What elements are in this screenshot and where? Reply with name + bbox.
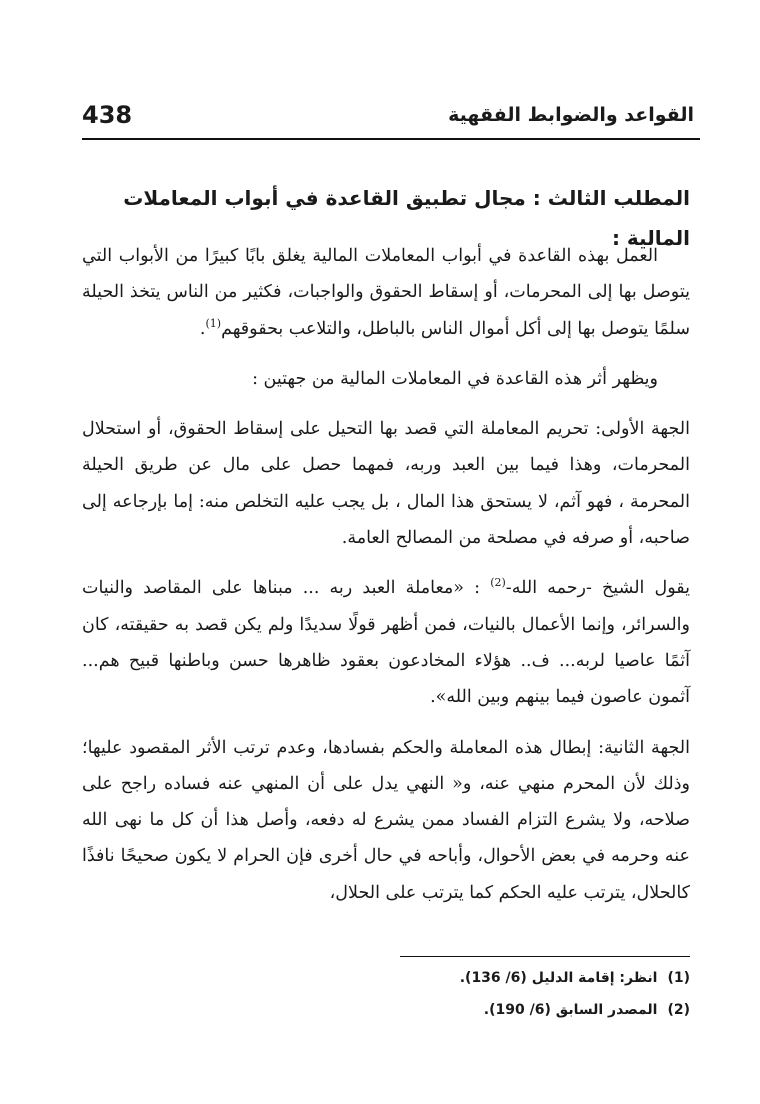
body-text (82, 238, 690, 925)
footnote-number: (2) (667, 1002, 690, 1018)
running-header (82, 98, 700, 132)
page-number: 438 (82, 101, 133, 129)
footnote-text: المصدر السابق (6/ 190). (483, 1002, 658, 1018)
paragraph-4 (82, 570, 690, 715)
page-body (82, 0, 700, 1104)
footnote-1 (82, 962, 690, 994)
section-heading: المطلب الثالث : مجال تطبيق القاعدة في أبواب المعاملات المالية : (123, 186, 690, 250)
paragraph-5: الجهة الثانية: إبطال هذه المعاملة والحكم بفسادها، وعدم ترتب الأثر المقصود عليها؛ وذلك لأن المحرم منهي عنه، و« النهي يدل على أن المنهي عنه فساده راجح على صلاحه، ولا يشرع التزام الفساد ممن يشرع له دفعه، وأصل هذا أن كل ما نهى الله عنه وحرمه في بعض الأحوال، وأباحه في حال أخرى فإن الحرام لا يكون صحيحًا نافذًا كالحلال، يترتب عليه الحكم كما يترتب على الحلال، (82, 737, 690, 903)
paragraph-1-end: . (199, 318, 206, 339)
paragraph-4-start: يقول الشيخ -رحمه الله- (505, 578, 690, 599)
paragraph-1-text: العمل بهذه القاعدة في أبواب المعاملات المالية يغلق بابًا كبيرًا من الأبواب التي يتوصل بها إلى المحرمات، أو إسقاط الحقوق والواجبات، فكثير من الناس يتخذ الحيلة سلمًا يتوصل بها إلى أكل أموال الناس بالباطل، والتلاعب بحقوقهم (82, 246, 690, 339)
book-title: القواعد والضوابط الفقهية (448, 104, 694, 126)
header-divider (82, 138, 700, 140)
footnote-2 (82, 994, 690, 1026)
footnote-divider (400, 956, 690, 957)
paragraph-2: ويظهر أثر هذه القاعدة في المعاملات المالية من جهتين : (252, 368, 658, 389)
paragraph-1 (82, 238, 690, 347)
footnote-ref-1: (1) (205, 316, 222, 330)
paragraph-3: الجهة الأولى: تحريم المعاملة التي قصد بها التحيل على إسقاط الحقوق، أو استحلال المحرمات، وهذا فيما بين العبد وربه، فمهما حصل على مال عن طريق الحيلة المحرمة ، فهو آثم، لا يستحق هذا المال ، بل يجب عليه التخلص منه: إما بإرجاعه إلى صاحبه، أو صرفه في مصلحة من المصالح العامة. (82, 419, 690, 549)
paragraph-4-rest: : «معاملة العبد ربه ... مبناها على المقاصد والنيات والسرائر، وإنما الأعمال بالنيات، فمن أظهر قولًا سديدًا ولم يكن قصد به حقيقته، كان آثمًا عاصيا لربه... ف.. هؤلاء المخادعون بعقود ظاهرها حسن وباطنها قبيح هم... آثمون عاصون فيما بينهم وبين الله». (82, 578, 690, 708)
footnote-text: انظر: إقامة الدليل (6/ 136). (459, 970, 658, 986)
footnote-ref-2: (2) (490, 576, 506, 590)
footnote-number: (1) (667, 970, 690, 986)
footnotes (82, 962, 690, 1026)
